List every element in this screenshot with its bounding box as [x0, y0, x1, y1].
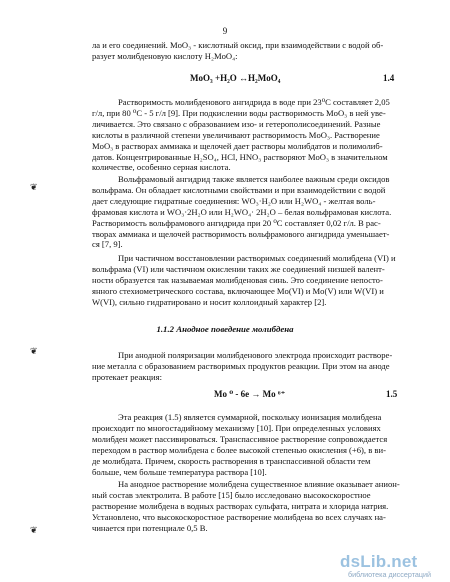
- text-line: При анодной поляризации молибденового электрода происходит растворе-: [118, 350, 393, 360]
- text-line: янного стехиометрического состава, включающее Mo(VI) и Mo(V) или W(VI) и: [92, 285, 384, 296]
- text-line: вольфрама (VI) или частичном окислении таких же соединений низшей валент-: [92, 263, 385, 274]
- equation-number: 1.4: [383, 73, 395, 83]
- equation-1-5: Mo ⁰ - 6e → Mo ⁶⁺: [214, 389, 286, 399]
- paragraph-molybdenum-solubility: [92, 97, 404, 173]
- text-line: кислоты в различной степени увеличивают растворимость MoO₃. Растворение: [92, 129, 380, 140]
- paragraph-molybdenum-blue: [92, 253, 404, 308]
- equation-1-4: MoO₃ +H₂O ↔H₂MoO₄: [190, 73, 281, 83]
- margin-mark: ❦: [30, 346, 38, 356]
- intro-paragraph: [92, 40, 404, 62]
- watermark: [340, 552, 448, 578]
- paragraph-anodic-polarization: [92, 350, 404, 383]
- text-line: дает следующие гидратные соединения: WO₃·H₂O или H₂WO₄ - желтая воль-: [92, 195, 376, 206]
- text-line: Установлено, что высокоскоростное растворение молибдена во всех случаях на-: [92, 511, 386, 522]
- text-line: растворение молибдена в водных растворах сульфата, нитрата и хлорида натрия.: [92, 500, 389, 511]
- text-line: де молибдата. Причем, скорость растворения в транспассивной области тем: [92, 455, 371, 466]
- text-line: На анодное растворение молибдена существенное влияние оказывает анион-: [118, 479, 400, 489]
- paragraph-tungsten-anhydride: [92, 174, 404, 250]
- equation-number: 1.5: [386, 389, 398, 399]
- watermark-subtitle: библиотека диссертаций: [348, 570, 432, 579]
- text-line: ла и его соединений. MoO₃ - кислотный оксид, при взаимодействии с водой об-: [92, 40, 384, 50]
- text-line: W(VI), сильно гидратировано и носит коллоидный характер [2].: [92, 296, 327, 307]
- text-line: количестве, особенно серная кислота.: [92, 162, 231, 173]
- text-line: Растворимость молибденового ангидрида в воде при 23⁰С составляет 2,05: [118, 97, 390, 107]
- text-line: Эта реакция (1.5) является суммарной, поскольку ионизация молибдена: [118, 412, 382, 422]
- text-line: разует молибденовую кислоту H₂MoO₄:: [92, 50, 238, 61]
- text-line: Растворимость вольфрамового ангидрида при 20 ⁰С составляет 0,02 г/л. В рас-: [92, 217, 381, 228]
- margin-mark: ❦: [30, 182, 38, 192]
- text-line: протекает реакция:: [92, 371, 162, 382]
- watermark-logo: dsLib.net: [340, 552, 418, 571]
- text-line: фрамовая кислота и WO₃·2H₂O или H₂WO₄· 2H₂O – белая вольфрамовая кислота.: [92, 206, 392, 217]
- text-line: ности образуется так называемая молибденовая синь. Это соединение непосто-: [92, 274, 383, 285]
- text-line: творах аммиака и щелочей растворимость вольфрамового ангидрида уменьшает-: [92, 228, 390, 239]
- text-line: переходом в раствор молибдена с более высокой степенью окисления (+6), в ви-: [92, 444, 386, 455]
- text-line: При частичном восстановлении растворимых соединений молибдена (VI) и: [118, 253, 396, 263]
- page-number: 9: [222, 26, 228, 36]
- text-line: происходит по многостадийному механизму [10]. При определенных условиях: [92, 422, 381, 433]
- text-line: г/л, при 80 ⁰С - 5 г/л [9]. При подкислении воды растворимость MoO₃ в ней уве-: [92, 107, 386, 118]
- margin-mark: ❦: [30, 525, 38, 535]
- text-line: Вольфрамовый ангидрид также является наиболее важным среди оксидов: [118, 174, 390, 184]
- text-line: ся [7, 9].: [92, 239, 123, 250]
- text-line: ние металла с образованием растворимых продуктов реакции. При этом на аноде: [92, 360, 390, 371]
- paragraph-summary-reaction: [92, 412, 404, 477]
- text-line: MoO₃ в растворах аммиака и щелочей дает растворы молибдатов и полимолиб-: [92, 140, 383, 151]
- text-line: молибден может пассивироваться. Транспассивное растворение сопровождается: [92, 433, 388, 444]
- text-line: датов. Концентрированные H₂SO₄, HCl, HNO₃ растворяют MoO₃ в значительном: [92, 151, 388, 162]
- section-heading: 1.1.2 Анодное поведение молибдена: [156, 324, 294, 334]
- paragraph-anion-effect: [92, 479, 404, 534]
- text-line: чинается при потенциале 0,5 В.: [92, 522, 208, 533]
- text-line: больше, чем больше температура раствора [10].: [92, 466, 267, 477]
- text-line: ный состав электролита. В работе [15] было исследовано высокоскоростное: [92, 489, 371, 500]
- text-line: личивается. Это связано с образованием изо- и гетерополисоединений. Разные: [92, 118, 381, 129]
- text-line: вольфрама. Он обладает кислотными свойствами и при взаимодействии с водой: [92, 184, 386, 195]
